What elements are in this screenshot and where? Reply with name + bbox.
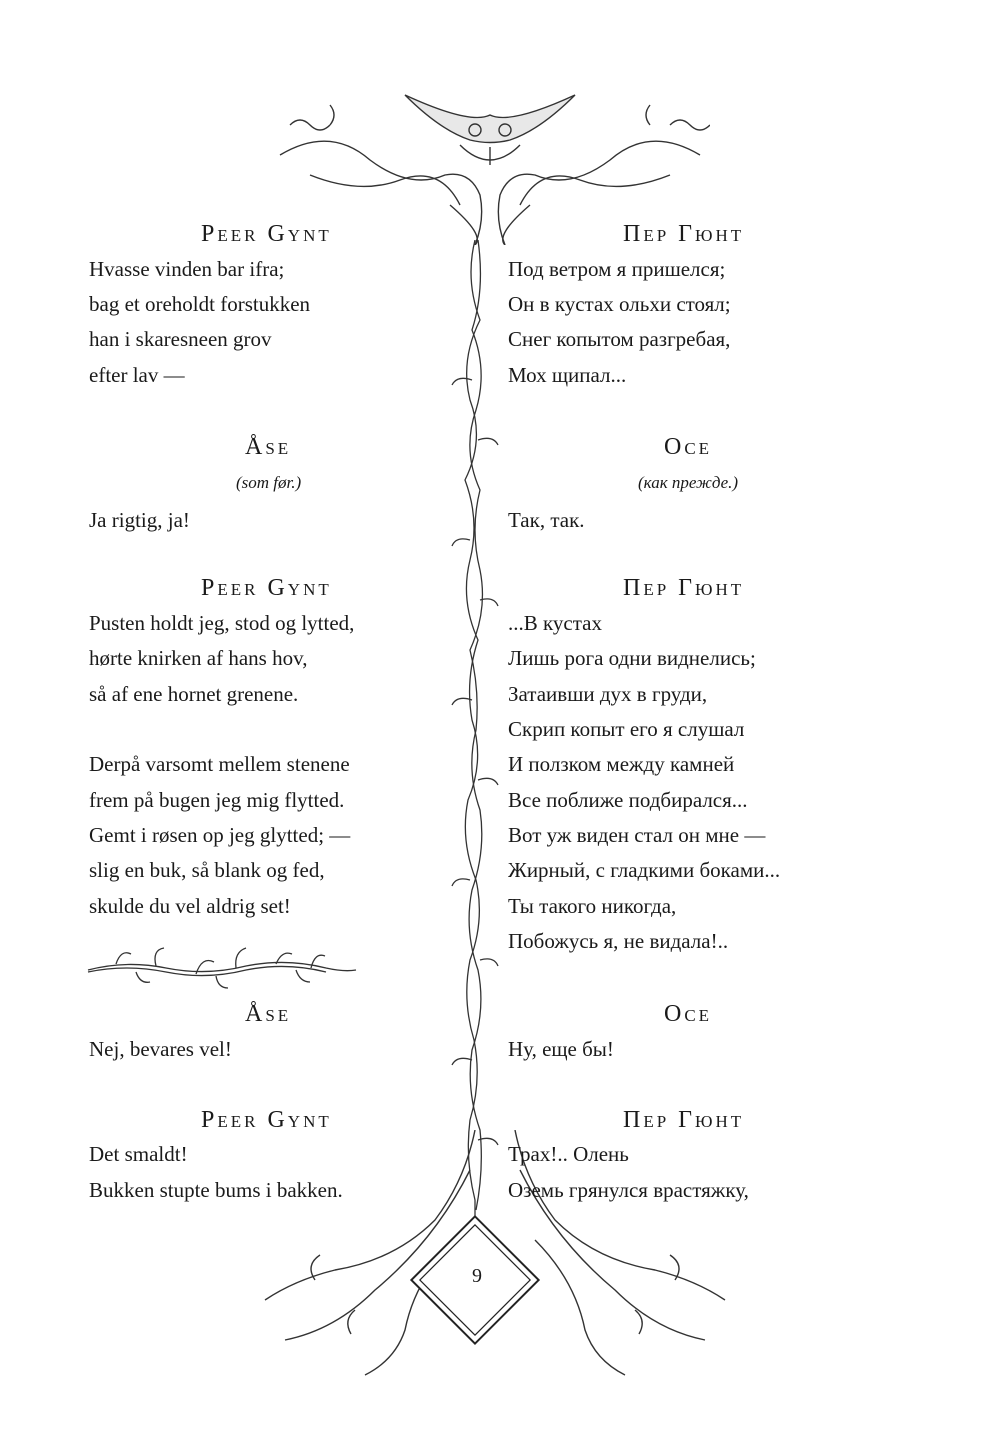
- verse-line: И ползком между камней: [508, 752, 735, 776]
- verse-line: Он в кустах ольхи стоял;: [508, 292, 731, 316]
- stage-direction: (как прежде.): [638, 473, 739, 492]
- stage-direction: (som før.): [236, 473, 302, 492]
- speaker-name: Peer Gynt: [201, 1107, 332, 1133]
- verse-line: så af ene hornet grenene.: [89, 682, 299, 706]
- verse-line: skulde du vel aldrig set!: [89, 894, 291, 918]
- speaker-name: Åse: [245, 1001, 292, 1027]
- page-number: 9: [472, 1265, 482, 1287]
- verse-line: Мох щипал...: [508, 363, 627, 387]
- verse-line: Все поближе подбирался...: [508, 788, 748, 812]
- verse-line: Bukken stupte bums i bakken.: [89, 1178, 343, 1202]
- speaker-name: Пер Гюнт: [623, 575, 745, 601]
- speaker-name: Пер Гюнт: [623, 221, 745, 247]
- verse-line: Ты такого никогда,: [508, 894, 677, 918]
- verse-line: Лишь рога одни виднелись;: [508, 646, 756, 670]
- verse-line: han i skaresneen grov: [89, 327, 272, 351]
- verse-line: Ну, еще бы!: [508, 1037, 614, 1061]
- verse-line: hørte knirken af hans hov,: [89, 646, 308, 670]
- vine-trunk-icon: [440, 240, 510, 1240]
- verse-line: Gemt i røsen op jeg glytted; —: [89, 823, 351, 847]
- verse-line: Det smaldt!: [89, 1142, 188, 1166]
- speaker-name: Peer Gynt: [201, 575, 332, 601]
- verse-line: Затаивши дух в груди,: [508, 682, 708, 706]
- speaker-name: Осе: [664, 434, 713, 460]
- verse-line: Побожусь я, не видала!..: [508, 929, 729, 953]
- verse-line: Nej, bevares vel!: [89, 1037, 232, 1061]
- verse-line: ...В кустах: [508, 611, 602, 635]
- verse-line: Под ветром я пришелся;: [508, 257, 726, 281]
- verse-line: efter lav —: [89, 363, 185, 387]
- verse-line: bag et oreholdt forstukken: [89, 292, 311, 316]
- roots-ornament-icon: [255, 1130, 735, 1380]
- verse-line: Pusten holdt jeg, stod og lytted,: [89, 611, 355, 635]
- verse-line: Вот уж виден стал он мне —: [508, 823, 766, 847]
- verse-line: Оземь грянулся врастяжку,: [508, 1178, 749, 1202]
- verse-line: frem på bugen jeg mig flytted.: [89, 788, 345, 812]
- verse-line: Скрип копыт его я слушал: [508, 717, 745, 741]
- speaker-name: Peer Gynt: [201, 221, 332, 247]
- verse-line: Трах!.. Олень: [508, 1142, 629, 1166]
- verse-line: Снег копытом разгребая,: [508, 327, 731, 351]
- vine-divider-icon: [86, 940, 358, 1000]
- speaker-name: Пер Гюнт: [623, 1107, 745, 1133]
- verse-line: Ja rigtig, ja!: [89, 508, 190, 532]
- verse-line: Derpå varsomt mellem stenene: [89, 752, 350, 776]
- verse-line: Так, так.: [508, 508, 585, 532]
- verse-line: slig en buk, så blank og fed,: [89, 858, 325, 882]
- verse-line: Жирный, с гладкими боками...: [508, 858, 781, 882]
- speaker-name: Осе: [664, 1001, 713, 1027]
- speaker-name: Åse: [245, 434, 292, 460]
- verse-line: Hvasse vinden bar ifra;: [89, 257, 285, 281]
